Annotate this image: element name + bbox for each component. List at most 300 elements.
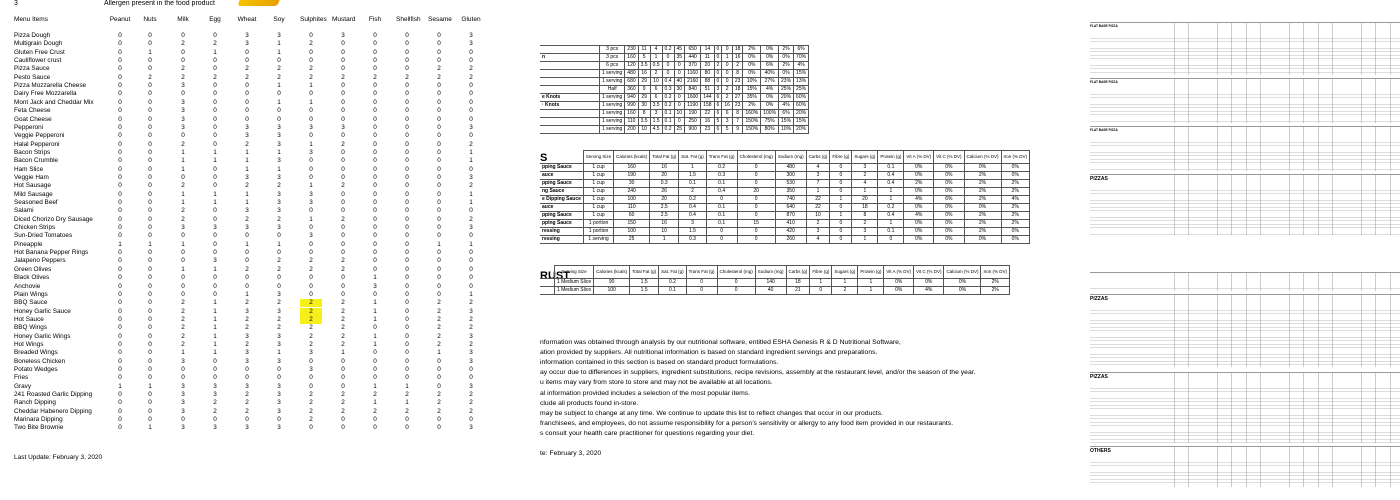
allergen-cell: 0 — [437, 374, 441, 382]
allergen-cell: 2 — [181, 73, 185, 81]
table-cell: 0 — [737, 204, 775, 212]
thumbnail-table — [1090, 174, 1400, 235]
allergen-cell: 0 — [148, 157, 152, 165]
allergen-cell: 0 — [309, 424, 313, 432]
allergen-cell: 0 — [469, 98, 473, 106]
menu-item-name: Anchovie — [14, 282, 41, 290]
allergen-cell: 2 — [341, 299, 345, 307]
table-cell: 0 — [717, 279, 755, 287]
allergen-cell: 0 — [181, 257, 185, 265]
table-cell: 0 — [830, 228, 852, 236]
allergen-cell: 2 — [300, 308, 322, 316]
allergen-cell: 0 — [405, 173, 409, 181]
allergen-cell: 1 — [181, 265, 185, 273]
table-cell: 27% — [761, 78, 779, 86]
allergen-cell: 0 — [118, 199, 122, 206]
table-cell: 1 serving — [600, 126, 625, 134]
allergen-cell: 0 — [148, 232, 152, 240]
allergen-cell: 0 — [245, 257, 249, 265]
row-label: ressing — [540, 228, 583, 236]
table-cell: 23 — [732, 102, 743, 110]
table-cell: 990 — [625, 102, 638, 110]
allergen-cell: 0 — [118, 366, 122, 373]
allergen-cell: 0 — [213, 282, 217, 290]
menu-item-name: BBQ Sauce — [14, 299, 48, 307]
table-cell: 1 — [722, 54, 733, 62]
allergen-cell: 3 — [309, 366, 313, 373]
allergen-cell: 0 — [148, 265, 152, 273]
table-cell: 0% — [904, 164, 934, 172]
allergen-cell: 2 — [469, 407, 473, 415]
row-label — [540, 70, 600, 78]
allergen-cell: 0 — [405, 224, 409, 232]
allergen-cell: 0 — [277, 249, 281, 257]
allergen-cell: 0 — [405, 65, 409, 73]
table-cell: 1.5 — [650, 118, 662, 126]
menu-item-name: Mont Jack and Cheddar Mix — [14, 98, 94, 106]
allergen-cell: 0 — [405, 207, 409, 215]
table-cell: 230 — [625, 46, 638, 54]
allergen-cell: 0 — [148, 165, 152, 173]
allergen-cell: 0 — [309, 107, 313, 115]
table-row — [0, 216, 500, 224]
allergen-cell: 2 — [245, 407, 249, 415]
table-row — [0, 207, 500, 215]
allergen-cell: 0 — [148, 82, 152, 90]
table-cell: 0% — [934, 180, 964, 188]
allergen-cell: 1 — [118, 382, 122, 390]
table-cell: 5 — [714, 118, 722, 126]
allergen-cell: 2 — [309, 65, 313, 73]
row-label — [540, 86, 600, 94]
allergen-cell: 0 — [181, 48, 185, 56]
table-cell: 88 — [701, 78, 714, 86]
table-row — [540, 54, 809, 62]
table-cell: 3 — [679, 220, 707, 228]
table-cell: 80% — [761, 126, 779, 134]
table-cell: 8 — [638, 110, 650, 118]
table-cell: 1 — [858, 279, 884, 287]
allergen-cell: 0 — [309, 57, 313, 65]
allergen-cell: 0 — [213, 115, 217, 123]
table-cell: 0.3 — [679, 236, 707, 244]
table-row — [540, 188, 1030, 196]
allergen-cell: 1 — [181, 240, 185, 248]
table-cell: 6% — [934, 196, 964, 204]
table-cell: 2 — [852, 220, 878, 228]
allergen-cell: 3 — [181, 382, 185, 390]
table-row — [0, 65, 500, 73]
allergen-cell: 1 — [373, 382, 377, 390]
allergen-cell: 0 — [341, 115, 345, 123]
table-cell: 60% — [794, 94, 809, 102]
allergen-cell: 3 — [181, 115, 185, 123]
allergen-cell: 2 — [181, 307, 185, 315]
table-cell: 1600 — [685, 94, 701, 102]
table-cell: 0% — [884, 279, 914, 287]
allergen-cell: 2 — [213, 399, 217, 407]
note-line: ation provided by suppliers. All nutritional information is based on standard ingredient servings and preparations. — [540, 349, 878, 357]
allergen-cell: 0 — [277, 274, 281, 282]
allergen-cell: 2 — [373, 73, 377, 81]
table-cell: 640 — [775, 204, 806, 212]
table-cell: 0% — [904, 172, 934, 180]
allergen-cell: 0 — [437, 416, 441, 424]
table-cell: 0 — [810, 287, 832, 295]
allergen-cell: 0 — [309, 224, 313, 232]
thumbnail-columns — [1160, 273, 1400, 291]
allergen-cell: 2 — [277, 65, 281, 73]
allergen-cell: 0 — [118, 123, 122, 131]
allergen-cell: 1 — [469, 240, 473, 248]
allergen-cell: 0 — [437, 257, 441, 265]
allergen-cell: 0 — [118, 391, 122, 399]
allergen-cell: 1 — [213, 190, 217, 198]
allergen-cell: 0 — [181, 290, 185, 298]
allergen-cell: 0 — [405, 190, 409, 198]
thumbnail-page — [1090, 0, 1400, 500]
table-cell: 1 cup — [583, 180, 613, 188]
note-line: al information provided includes a selection of the most popular items. — [540, 389, 751, 397]
menu-item-name: Jalapeno Peppers — [14, 257, 66, 265]
allergen-cell: 1 — [213, 48, 217, 56]
table-cell: 0% — [1001, 172, 1030, 180]
table-cell: 4% — [904, 196, 934, 204]
allergen-cell: 3 — [309, 349, 313, 357]
table-cell: 360 — [625, 86, 638, 94]
allergen-cell: 3 — [181, 107, 185, 115]
allergen-cell: 0 — [148, 215, 152, 223]
table-cell: 1 — [806, 188, 830, 196]
allergen-cell: 0 — [373, 115, 377, 123]
menu-item-name: Pineapple — [14, 240, 43, 248]
table-cell: 20 — [650, 196, 679, 204]
allergen-cell: 0 — [341, 232, 345, 240]
allergen-cell: 2 — [309, 340, 313, 348]
table-cell: 1 — [852, 236, 878, 244]
table-row — [0, 299, 500, 307]
table-cell: 20 — [650, 172, 679, 180]
table-cell: 0% — [779, 54, 794, 62]
allergen-cell: 0 — [118, 282, 122, 290]
table-cell: 8 — [732, 110, 743, 118]
allergen-cell: 0 — [213, 90, 217, 98]
table-row — [540, 279, 1010, 287]
table-cell: 25 — [614, 236, 650, 244]
table-cell: 1 portion — [583, 220, 613, 228]
table-cell: 0.1 — [662, 118, 674, 126]
table-cell: 0% — [944, 287, 981, 295]
header-col: Peanut — [109, 16, 131, 23]
allergen-cell: 0 — [341, 199, 345, 206]
allergen-cell: 1 — [213, 157, 217, 165]
table-cell: 30 — [614, 180, 650, 188]
allergen-cell: 0 — [148, 257, 152, 265]
allergen-cell: 1 — [341, 349, 345, 357]
allergen-cell: 3 — [309, 123, 313, 131]
note-line: u items may vary from store to store and may not be available at all locations. — [540, 379, 773, 387]
allergen-cell: 0 — [469, 282, 473, 290]
column-header: Calcium (% DV) — [944, 266, 981, 279]
allergen-cell: 0 — [118, 257, 122, 265]
table-cell: 11 — [701, 54, 714, 62]
table-cell: 0 — [830, 204, 852, 212]
allergen-cell: 3 — [277, 307, 281, 315]
allergen-cell: 0 — [373, 374, 377, 382]
table-cell: 1 — [830, 212, 852, 220]
allergen-cell: 0 — [437, 57, 441, 65]
allergen-cell: 0 — [148, 407, 152, 415]
allergen-cell: 2 — [469, 315, 473, 323]
allergen-cell: 0 — [148, 65, 152, 73]
allergen-cell: 0 — [148, 57, 152, 65]
table-cell: 0% — [964, 164, 1001, 172]
allergen-cell: 0 — [245, 57, 249, 65]
allergen-cell: 0 — [245, 249, 249, 257]
note-line: clude all products found in-store. — [540, 399, 639, 407]
allergen-cell: 0 — [405, 282, 409, 290]
allergen-cell: 2 — [245, 391, 249, 399]
table-cell: 5 — [638, 54, 650, 62]
allergen-cell: 0 — [341, 82, 345, 90]
allergen-cell: 3 — [245, 132, 249, 140]
table-row — [0, 308, 500, 316]
allergen-cell: 0 — [213, 232, 217, 240]
table-row — [0, 74, 500, 82]
thumbnail-table — [1090, 294, 1400, 367]
table-cell: 0 — [737, 212, 775, 220]
table-cell: 10 — [650, 228, 679, 236]
allergen-cell: 0 — [373, 123, 377, 131]
table-cell: 0 — [674, 102, 685, 110]
table-row — [540, 204, 1030, 212]
table-cell: 240 — [614, 188, 650, 196]
allergen-cell: 0 — [341, 40, 345, 48]
table-cell: 2% — [779, 46, 794, 54]
allergen-cell: 1 — [437, 240, 441, 248]
table-cell: 160 — [625, 54, 638, 62]
allergen-cell: 3 — [213, 382, 217, 390]
table-cell: 10 — [806, 212, 830, 220]
table-cell: 16 — [732, 54, 743, 62]
table-cell: 1 — [878, 188, 904, 196]
allergen-cell: 3 — [245, 424, 249, 432]
table-cell: 0 — [674, 118, 685, 126]
table-cell: 870 — [775, 212, 806, 220]
table-cell: 18 — [732, 46, 743, 54]
table-cell: 0% — [934, 164, 964, 172]
allergen-cell: 2 — [373, 407, 377, 415]
allergen-cell: 0 — [373, 249, 377, 257]
table-cell: 0% — [964, 236, 1001, 244]
allergen-cell: 0 — [437, 32, 441, 39]
note-line: franchisees, and employees, do not assume responsibility for a person's sensitivity or allergy to any food item provided in our restaurants. — [540, 419, 954, 427]
allergen-cell: 3 — [181, 357, 185, 365]
allergen-cell: 3 — [277, 132, 281, 140]
thumbnail-table — [1090, 126, 1400, 171]
table-cell: 2% — [964, 188, 1001, 196]
allergen-cell: 2 — [245, 340, 249, 348]
allergen-cell: 2 — [245, 73, 249, 81]
table-cell: 45 — [674, 46, 685, 54]
allergen-cell: 2 — [373, 391, 377, 399]
allergen-cell: 1 — [373, 307, 377, 315]
column-header: Protein (g) — [858, 266, 884, 279]
allergen-cell: 0 — [469, 232, 473, 240]
table-cell: 18 — [786, 279, 810, 287]
table-cell: 190 — [614, 172, 650, 180]
table-row — [0, 316, 500, 324]
allergen-cell: 2 — [245, 182, 249, 190]
allergen-cell: 1 — [245, 199, 249, 206]
allergen-cell: 2 — [469, 182, 473, 190]
table-cell: 0% — [779, 70, 794, 78]
allergen-cell: 2 — [437, 407, 441, 415]
table-cell: 23% — [779, 78, 794, 86]
table-cell: 1 cup — [583, 188, 613, 196]
allergen-cell: 2 — [405, 73, 409, 81]
thumbnail-columns — [1160, 79, 1400, 123]
allergen-cell: 0 — [148, 40, 152, 48]
table-cell: 0% — [964, 204, 1001, 212]
allergen-cell: 0 — [341, 157, 345, 165]
table-cell: 23 — [732, 78, 743, 86]
allergen-cell: 0 — [405, 140, 409, 148]
allergen-cell: 0 — [148, 324, 152, 332]
table-cell: 5 — [722, 126, 733, 134]
allergen-cell: 3 — [245, 32, 249, 39]
column-header: Vit C (% DV) — [914, 266, 944, 279]
table-cell: 3 — [852, 228, 878, 236]
table-cell: 200 — [625, 126, 638, 134]
table-cell: 2.5 — [650, 212, 679, 220]
table-cell: 16 — [722, 102, 733, 110]
allergen-cell: 2 — [437, 73, 441, 81]
allergen-cell: 3 — [181, 407, 185, 415]
table-cell: 4% — [794, 62, 809, 70]
table-row — [540, 78, 809, 86]
table-cell: 0 — [878, 236, 904, 244]
table-cell: 1 serving — [600, 70, 625, 78]
table-cell: 0.1 — [679, 180, 707, 188]
allergen-cell: 0 — [437, 115, 441, 123]
menu-item-name: Salami — [14, 207, 34, 215]
allergen-cell: 0 — [373, 215, 377, 223]
allergen-cell: 3 — [277, 382, 281, 390]
table-row — [540, 86, 809, 94]
label-header — [540, 151, 583, 164]
table-cell: 27 — [732, 94, 743, 102]
menu-item-name: Hot Wings — [14, 340, 44, 348]
table-cell: 0% — [743, 62, 761, 70]
table-row — [0, 291, 500, 299]
table-cell: 20 — [852, 196, 878, 204]
allergen-cell: 2 — [277, 324, 281, 332]
allergen-cell: 1 — [245, 148, 249, 156]
table-cell: 2% — [1001, 220, 1030, 228]
allergen-cell: 0 — [118, 265, 122, 273]
table-cell: 40 — [674, 78, 685, 86]
allergen-cell: 3 — [277, 290, 281, 298]
table-cell: 2 — [732, 62, 743, 70]
table-row — [0, 132, 500, 140]
table-cell: 0 — [662, 54, 674, 62]
table-row — [0, 374, 500, 382]
table-row — [0, 191, 500, 199]
table-cell: 4 — [852, 180, 878, 188]
table-cell: 51 — [701, 86, 714, 94]
table-cell: 1 serving — [600, 78, 625, 86]
table-cell: 0.2 — [662, 46, 674, 54]
table-cell: 160 — [614, 164, 650, 172]
allergen-cell: 0 — [309, 240, 313, 248]
table-cell: 0.1 — [706, 220, 737, 228]
column-header: Fibre (g) — [830, 151, 852, 164]
allergen-cell: 0 — [213, 240, 217, 248]
allergen-cell: 1 — [277, 148, 281, 156]
column-header: Iron (% DV) — [981, 266, 1010, 279]
table-cell: 190 — [685, 110, 701, 118]
allergen-cell: 1 — [469, 148, 473, 156]
allergen-cell: 0 — [309, 207, 313, 215]
allergen-cell: 1 — [181, 199, 185, 206]
allergen-cell: 2 — [277, 257, 281, 265]
thumbnail-title: OTHERS — [1090, 448, 1111, 454]
allergen-cell: 0 — [181, 32, 185, 39]
table-row — [0, 249, 500, 257]
allergen-cell: 0 — [277, 232, 281, 240]
table-cell: 6 pcs — [600, 62, 625, 70]
allergen-cell: 0 — [437, 282, 441, 290]
table-row — [0, 116, 500, 124]
row-label — [540, 118, 600, 126]
allergen-cell: 0 — [118, 32, 122, 39]
allergen-cell: 0 — [148, 340, 152, 348]
allergen-cell: 0 — [148, 249, 152, 257]
allergen-cell: 0 — [373, 82, 377, 90]
table-cell: 900 — [685, 126, 701, 134]
allergen-cell: 0 — [469, 165, 473, 173]
table-row — [540, 220, 1030, 228]
allergen-cell: 0 — [437, 48, 441, 56]
allergen-cell: 0 — [148, 399, 152, 407]
allergen-cell: 2 — [245, 324, 249, 332]
allergen-cell: 0 — [118, 73, 122, 81]
allergen-cell: 1 — [213, 340, 217, 348]
allergen-cell: 1 — [437, 349, 441, 357]
table-cell: 1 cup — [583, 196, 613, 204]
column-header: Sugars (g) — [832, 266, 858, 279]
table-cell: 0% — [934, 220, 964, 228]
allergen-page — [0, 0, 500, 500]
table-cell: 3 — [650, 110, 662, 118]
allergen-cell: 0 — [373, 165, 377, 173]
allergen-cell: 1 — [469, 290, 473, 298]
allergen-cell: 0 — [405, 57, 409, 65]
allergen-cell: 1 — [405, 399, 409, 407]
table-cell: 0% — [761, 46, 779, 54]
table-cell: 0.1 — [662, 110, 674, 118]
allergen-cell: 0 — [341, 148, 345, 156]
allergen-cell: 0 — [341, 424, 345, 432]
allergen-cell: 3 — [309, 190, 313, 198]
table-cell: 0.1 — [878, 228, 904, 236]
table-cell: 100% — [761, 110, 779, 118]
allergen-cell: 2 — [341, 307, 345, 315]
table-cell: 23 — [701, 126, 714, 134]
allergen-cell: 2 — [341, 315, 345, 323]
allergen-cell: 2 — [181, 207, 185, 215]
